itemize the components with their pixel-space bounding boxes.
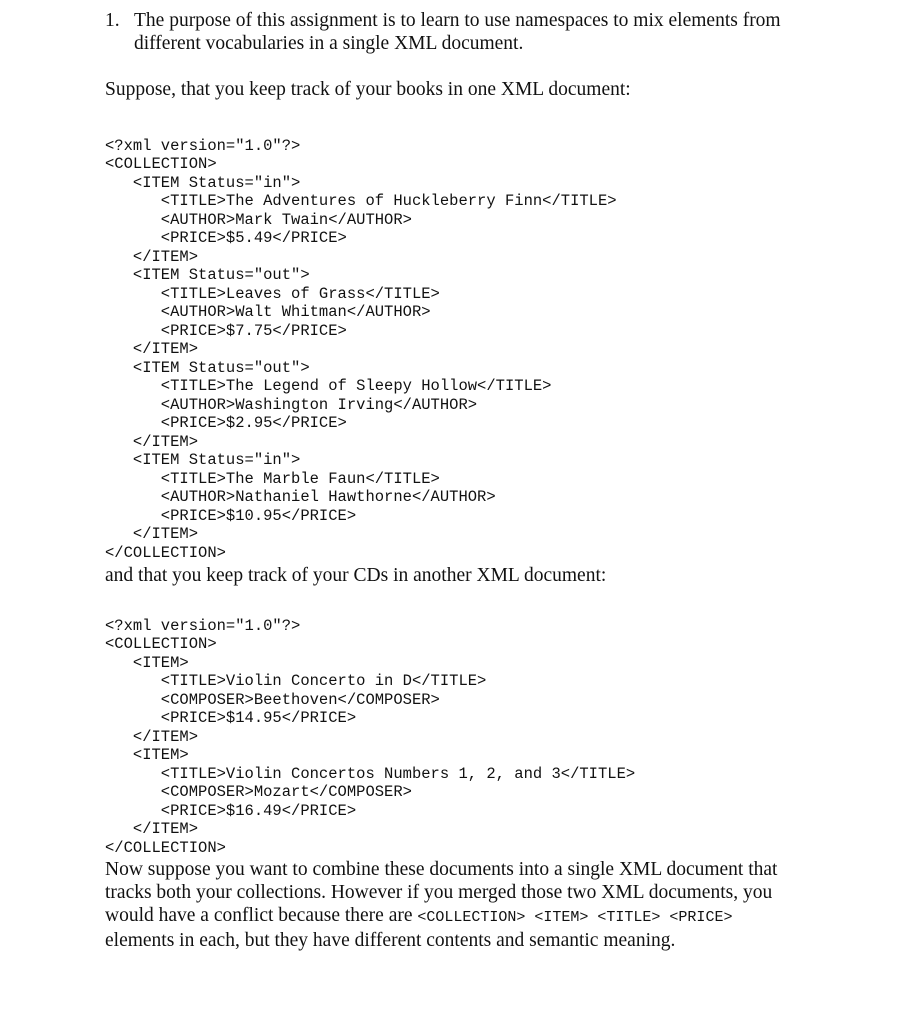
code-line: <COMPOSER>Beethoven</COMPOSER> bbox=[105, 690, 440, 709]
code-line: </ITEM> bbox=[105, 247, 199, 266]
code-line: </COLLECTION> bbox=[105, 838, 226, 857]
code-line: <?xml version="1.0"?> bbox=[105, 616, 301, 635]
code-line: <COLLECTION> bbox=[105, 635, 217, 653]
code-line: <ITEM Status="out"> bbox=[105, 266, 310, 284]
code-line: <PRICE>$16.49</PRICE> bbox=[105, 801, 357, 820]
cds-intro-text: and that you keep track of your CDs in another XML document: bbox=[105, 565, 607, 586]
code-line: <TITLE>Violin Concertos Numbers 1, 2, and 3</TITLE> bbox=[105, 764, 636, 783]
code-line: <ITEM Status="out"> bbox=[105, 358, 310, 377]
code-line: <AUTHOR>Nathaniel Hawthorne</AUTHOR> bbox=[105, 488, 496, 506]
code-line: </COLLECTION> bbox=[105, 543, 226, 562]
code-line: <ITEM> bbox=[105, 746, 189, 764]
code-line: <COMPOSER>Mozart</COMPOSER> bbox=[105, 783, 412, 801]
code-line: </ITEM> bbox=[105, 820, 199, 838]
inline-element-list: <COLLECTION> <ITEM> <TITLE> <PRICE> bbox=[417, 909, 733, 926]
code-line: <?xml version="1.0"?> bbox=[105, 136, 301, 155]
paragraph-text-after-code: elements in each, but they have different contents and semantic meaning. bbox=[105, 930, 676, 951]
books-xml-code-block bbox=[105, 118, 617, 581]
code-line: </ITEM> bbox=[105, 727, 199, 746]
list-item-number: 1. bbox=[105, 10, 120, 31]
code-line: <PRICE>$14.95</PRICE> bbox=[105, 709, 357, 727]
code-line: <AUTHOR>Mark Twain</AUTHOR> bbox=[105, 210, 412, 229]
code-line: <COLLECTION> bbox=[105, 155, 217, 173]
code-line: </ITEM> bbox=[105, 432, 199, 451]
code-line: </ITEM> bbox=[105, 340, 199, 358]
code-line: <TITLE>The Marble Faun</TITLE> bbox=[105, 469, 440, 488]
cds-xml-code-block bbox=[105, 598, 635, 876]
code-line: <PRICE>$5.49</PRICE> bbox=[105, 229, 347, 247]
code-line: <ITEM Status="in"> bbox=[105, 451, 301, 469]
code-line: <AUTHOR>Washington Irving</AUTHOR> bbox=[105, 395, 478, 414]
code-line: <TITLE>The Adventures of Huckleberry Finn</TITLE> bbox=[105, 192, 617, 210]
paragraph-text-before-code: Now suppose you want to combine these documents into a single XML document that tracks both your collections. However if you merged those two XML documents, you would have a conflict because there are bbox=[105, 859, 778, 926]
code-line: <ITEM Status="in"> bbox=[105, 173, 301, 192]
code-line: <TITLE>The Legend of Sleepy Hollow</TITLE> bbox=[105, 377, 552, 395]
code-line: <PRICE>$10.95</PRICE> bbox=[105, 506, 357, 525]
code-line: <TITLE>Leaves of Grass</TITLE> bbox=[105, 284, 440, 303]
assignment-purpose-text: The purpose of this assignment is to learn to use namespaces to mix elements from different vocabularies in a single XML document. bbox=[134, 10, 781, 54]
code-line: <AUTHOR>Walt Whitman</AUTHOR> bbox=[105, 303, 431, 321]
code-line: <PRICE>$2.95</PRICE> bbox=[105, 414, 347, 432]
code-line: <ITEM> bbox=[105, 653, 189, 672]
code-line: </ITEM> bbox=[105, 525, 199, 543]
conflict-explanation-paragraph bbox=[105, 858, 805, 952]
code-line: <PRICE>$7.75</PRICE> bbox=[105, 321, 347, 340]
code-line: <TITLE>Violin Concerto in D</TITLE> bbox=[105, 672, 487, 690]
books-intro-text: Suppose, that you keep track of your books in one XML document: bbox=[105, 79, 631, 100]
